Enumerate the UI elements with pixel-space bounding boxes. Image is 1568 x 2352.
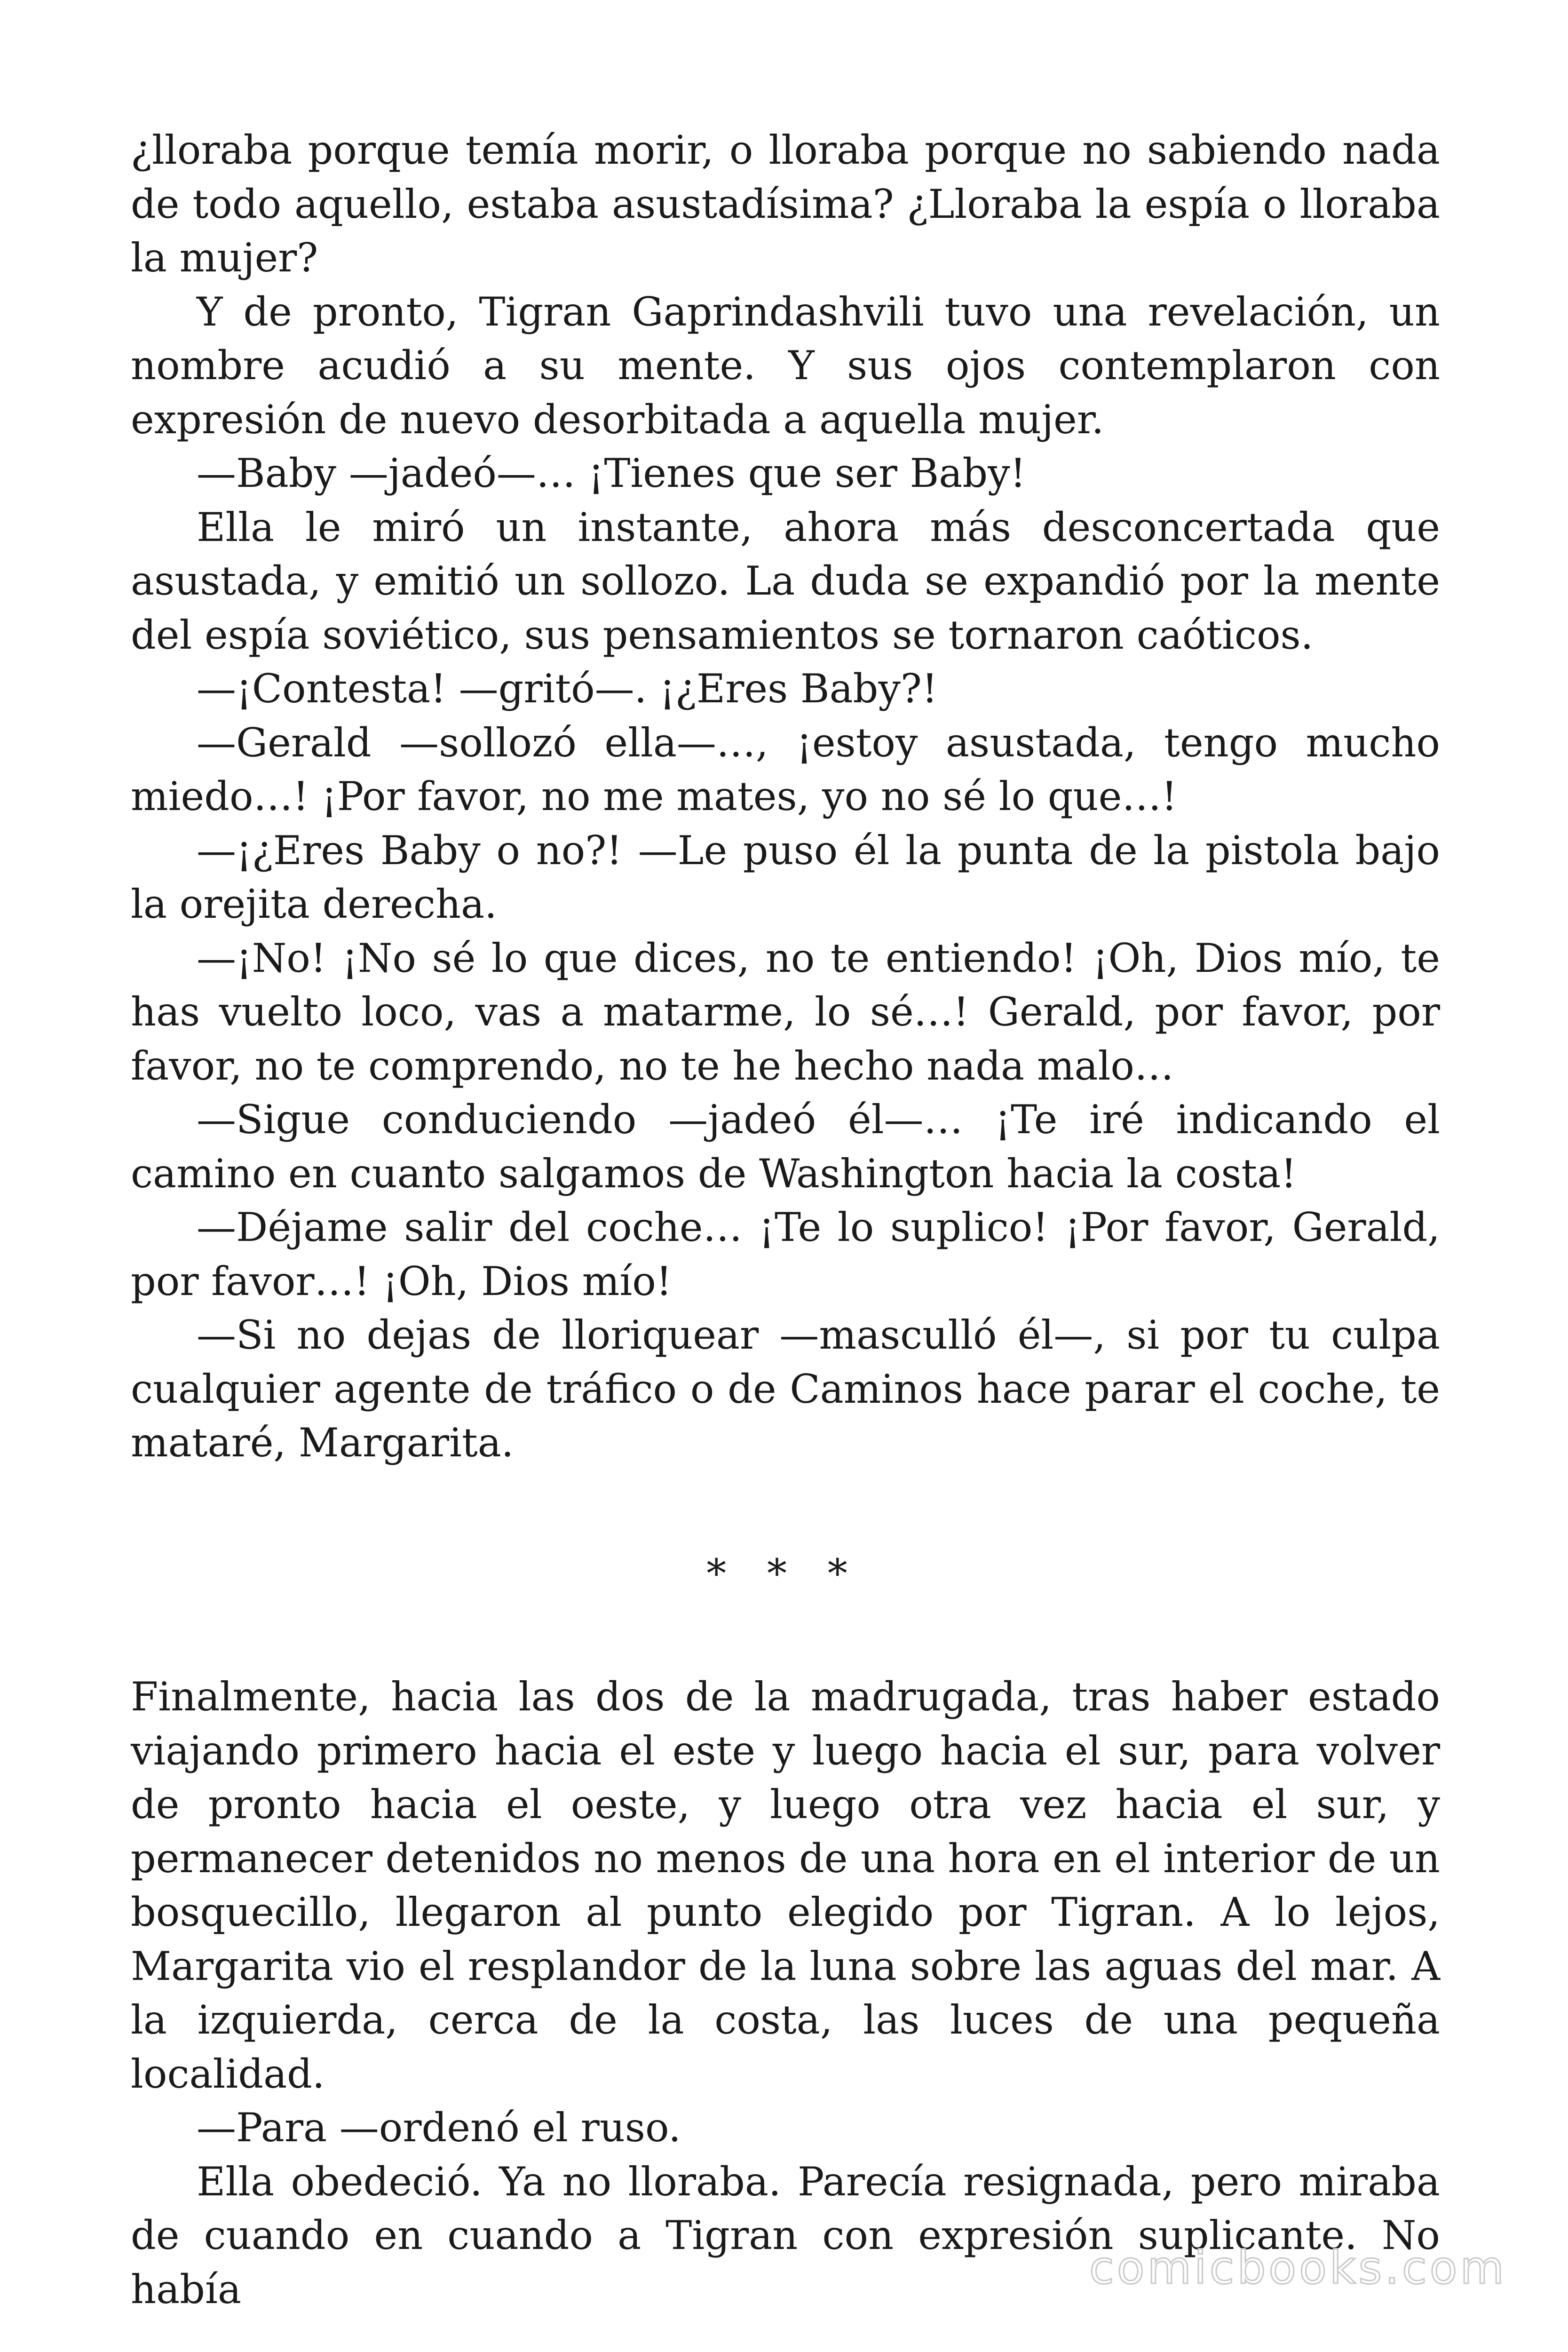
paragraph: —¡¿Eres Baby o no?! —Le puso él la punta de la pistola bajo la orejita derecha.: [131, 827, 1440, 927]
paragraph: —¡Contesta! —gritó—. ¡¿Eres Baby?!: [197, 666, 938, 712]
paragraph: —Si no dejas de lloriquear —masculló él—, si por tu culpa cualquier agente de tráfico o de Caminos hace parar el coche, te mataré, Margarita.: [131, 1312, 1440, 1466]
text-section-1: [131, 123, 1440, 1470]
paragraph: —Baby —jadeó—… ¡Tienes que ser Baby!: [197, 450, 1026, 496]
site-watermark: comicbooks.com: [1089, 2241, 1507, 2294]
section-separator: * * *: [706, 1550, 862, 1597]
text-section-2: [131, 1670, 1440, 2316]
paragraph: —Déjame salir del coche… ¡Te lo suplico! ¡Por favor, Gerald, por favor…! ¡Oh, Dios mío!: [131, 1204, 1440, 1304]
paragraph: Ella le miró un instante, ahora más desconcertada que asustada, y emitió un sollozo. La duda se expandió por la mente del espía soviético, sus pensamientos se tornaron caóticos.: [131, 504, 1440, 658]
paragraph: Y de pronto, Tigran Gaprindashvili tuvo una revelación, un nombre acudió a su mente. Y sus ojos contemplaron con expresión de nuevo desorbitada a aquella mujer.: [131, 288, 1440, 443]
paragraph: —Para —ordenó el ruso.: [197, 2105, 681, 2151]
paragraph: —Sigue conduciendo —jadeó él—… ¡Te iré indicando el camino en cuanto salgamos de Washington hacia la costa!: [131, 1097, 1440, 1197]
paragraph: —¡No! ¡No sé lo que dices, no te entiendo! ¡Oh, Dios mío, te has vuelto loco, vas a matarme, lo sé…! Gerald, por favor, por favor, no te comprendo, no te he hecho nada malo…: [131, 935, 1440, 1089]
paragraph: ¿lloraba porque temía morir, o lloraba porque no sabiendo nada de todo aquello, estaba asustadísima? ¿Lloraba la espía o lloraba la mujer?: [131, 127, 1440, 281]
paragraph: Finalmente, hacia las dos de la madrugada, tras haber estado viajando primero hacia el este y luego hacia el sur, para volver de pronto hacia el oeste, y luego otra vez hacia el sur, y permanecer detenidos no menos de una hora en el interior de un bosquecillo, llegaron al punto elegido por Tigran. A lo lejos, Margarita vio el resplandor de la luna sobre las aguas del mar. A la izquierda, cerca de la costa, las luces de una pequeña localidad.: [131, 1674, 1440, 2097]
paragraph: Ella obedeció. Ya no lloraba. Parecía resignada, pero miraba de cuando en cuando a Tigran con expresión suplicante. No había: [131, 2158, 1440, 2312]
paragraph: —Gerald —sollozó ella—…, ¡estoy asustada, tengo mucho miedo…! ¡Por favor, no me mates, yo no sé lo que…!: [131, 719, 1440, 819]
